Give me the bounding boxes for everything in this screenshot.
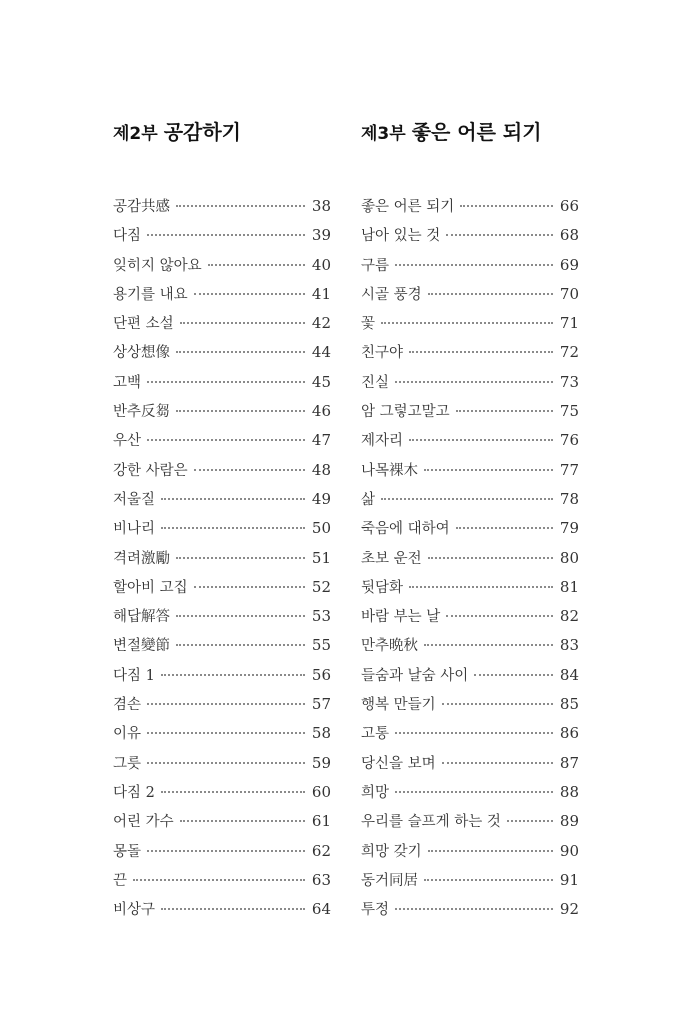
toc-entry-page: 73 [559,372,579,391]
toc-entry-title: 만추晩秋 [361,638,419,655]
toc-entry-title: 강한 사람은 [113,462,188,479]
toc-entry-page: 45 [311,372,331,391]
dot-leader [424,644,553,646]
toc-entry[interactable] [113,807,331,836]
toc-entry[interactable] [113,192,331,221]
toc-entry[interactable] [113,368,331,397]
toc-entry[interactable] [361,338,579,367]
toc-entry-page: 56 [311,665,331,684]
toc-entry-title: 할아비 고집 [113,579,188,596]
toc-entry[interactable] [361,192,579,221]
dot-leader [194,469,305,471]
toc-entry-title: 뒷담화 [361,579,404,596]
dot-leader [161,527,305,529]
toc-entry-page: 44 [311,343,331,362]
toc-entry-title: 비나리 [113,521,156,538]
toc-entry-page: 49 [311,489,331,508]
dot-leader [409,351,553,353]
toc-entry-page: 72 [559,343,579,362]
dot-leader [176,644,305,646]
toc-entry[interactable] [361,280,579,309]
dot-leader [194,293,305,295]
toc-entry-page: 75 [559,402,579,421]
part-3-heading [361,117,579,145]
toc-list-left [113,192,331,924]
toc-entry[interactable] [361,602,579,631]
toc-entry-title: 들숨과 날숨 사이 [361,667,469,684]
dot-leader [133,879,305,881]
toc-entry-page: 46 [311,402,331,421]
dot-leader [147,732,305,734]
toc-entry[interactable] [361,778,579,807]
toc-entry[interactable] [113,338,331,367]
toc-entry[interactable] [361,514,579,543]
toc-entry[interactable] [113,719,331,748]
toc-entry-title: 죽음에 대하여 [361,521,450,538]
toc-entry-page: 92 [559,900,579,919]
toc-entry-page: 71 [559,314,579,333]
toc-entry-title: 그릇 [113,755,142,772]
toc-entry-title: 어린 가수 [113,814,174,831]
toc-entry-page: 52 [311,577,331,596]
toc-entry-page: 68 [559,226,579,245]
toc-entry[interactable] [113,514,331,543]
toc-entry-page: 91 [559,870,579,889]
dot-leader [428,293,553,295]
toc-entry[interactable] [361,749,579,778]
toc-entry-title: 삶 [361,491,376,508]
toc-entry-title: 진실 [361,374,390,391]
toc-entry-page: 89 [559,812,579,831]
dot-leader [176,615,305,617]
toc-entry[interactable] [113,778,331,807]
toc-entry-title: 동거同居 [361,872,419,889]
toc-entry-title: 겸손 [113,697,142,714]
toc-entry-title: 꽃 [361,316,376,333]
dot-leader [395,381,553,383]
toc-entry-title: 다짐 [113,228,142,245]
dot-leader [395,791,553,793]
toc-entry-page: 50 [311,519,331,538]
toc-entry-page: 55 [311,636,331,655]
toc-entry[interactable] [113,280,331,309]
toc-entry-page: 81 [559,577,579,596]
toc-entry[interactable] [361,719,579,748]
toc-entry-title: 끈 [113,872,128,889]
dot-leader [456,527,553,529]
toc-entry-title: 고통 [361,726,390,743]
dot-leader [395,264,553,266]
toc-entry-title: 저울질 [113,491,156,508]
toc-entry[interactable] [113,690,331,719]
toc-entry[interactable] [113,573,331,602]
toc-entry[interactable] [113,544,331,573]
toc-entry-page: 62 [311,841,331,860]
toc-entry[interactable] [361,837,579,866]
dot-leader [409,439,553,441]
toc-entry[interactable] [113,426,331,455]
toc-entry[interactable] [113,309,331,338]
toc-entry-page: 42 [311,314,331,333]
dot-leader [161,674,305,676]
dot-leader [176,557,305,559]
dot-leader [180,820,305,822]
toc-entry[interactable] [361,397,579,426]
toc-entry-title: 잊히지 않아요 [113,257,202,274]
toc-entry-title: 다짐 1 [113,667,155,684]
toc-entry-page: 60 [311,782,331,801]
toc-entry-title: 고백 [113,374,142,391]
part-number: 제2부 [113,124,158,144]
toc-entry[interactable] [113,837,331,866]
toc-column-left [113,117,331,924]
toc-entry-page: 79 [559,519,579,538]
dot-leader [395,732,553,734]
toc-entry[interactable] [361,251,579,280]
toc-entry-title: 구름 [361,257,390,274]
toc-entry-page: 61 [311,812,331,831]
part-number: 제3부 [361,124,406,144]
toc-entry-page: 80 [559,548,579,567]
toc-list-right [361,192,579,924]
dot-leader [381,322,553,324]
toc-entry-page: 48 [311,460,331,479]
toc-entry-title: 이유 [113,726,142,743]
toc-entry-title: 격려激勵 [113,550,171,567]
toc-entry-title: 해답解答 [113,609,171,626]
toc-entry-page: 57 [311,695,331,714]
dot-leader [460,205,553,207]
toc-entry-page: 90 [559,841,579,860]
dot-leader [161,791,305,793]
dot-leader [442,703,553,705]
toc-entry-title: 행복 만들기 [361,697,436,714]
toc-entry[interactable] [113,895,331,924]
dot-leader [395,908,553,910]
toc-entry[interactable] [361,426,579,455]
toc-entry-page: 87 [559,753,579,772]
toc-entry[interactable] [361,690,579,719]
toc-entry-title: 몽돌 [113,843,142,860]
toc-entry-title: 반추反芻 [113,404,171,421]
toc-entry-title: 공감共感 [113,199,171,215]
dot-leader [208,264,305,266]
dot-leader [180,322,305,324]
toc-entry-page: 76 [559,431,579,450]
toc-entry-title: 우산 [113,433,142,450]
dot-leader [161,498,305,500]
dot-leader [474,674,553,676]
part-title: 좋은 어른 되기 [411,120,542,144]
toc-entry-page: 69 [559,255,579,274]
toc-entry[interactable] [361,544,579,573]
dot-leader [428,557,553,559]
toc-entry-page: 41 [311,284,331,303]
toc-entry-title: 암 그렇고말고 [361,404,450,421]
toc-entry-page: 58 [311,724,331,743]
toc-entry-page: 77 [559,460,579,479]
toc-entry[interactable] [361,221,579,250]
toc-entry-title: 나목裸木 [361,462,419,479]
toc-column-right [361,117,579,924]
dot-leader [381,498,553,500]
toc-entry[interactable] [113,661,331,690]
dot-leader [161,908,305,910]
toc-entry[interactable] [113,602,331,631]
toc-entry-page: 82 [559,607,579,626]
toc-entry[interactable] [113,631,331,660]
dot-leader [147,703,305,705]
toc-entry-title: 친구야 [361,345,404,362]
part-2-heading [113,117,331,145]
toc-entry[interactable] [361,631,579,660]
toc-entry-title: 초보 운전 [361,550,422,567]
toc-entry-page: 85 [559,695,579,714]
toc-entry[interactable] [113,866,331,895]
toc-entry-title: 비상구 [113,902,156,919]
toc-entry-page: 59 [311,753,331,772]
toc-entry-page: 78 [559,489,579,508]
dot-leader [194,586,305,588]
toc-entry-page: 88 [559,782,579,801]
toc-entry-page: 53 [311,607,331,626]
toc-entry-title: 투정 [361,902,390,919]
toc-entry-title: 용기를 내요 [113,286,188,303]
dot-leader [456,410,553,412]
toc-entry[interactable] [361,309,579,338]
toc-entry-title: 제자리 [361,433,404,450]
dot-leader [428,850,553,852]
toc-entry-title: 희망 갖기 [361,843,422,860]
toc-entry-page: 84 [559,665,579,684]
toc-entry-title: 당신을 보며 [361,755,436,772]
dot-leader [424,879,553,881]
toc-entry-title: 남아 있는 것 [361,228,441,245]
toc-entry[interactable] [361,866,579,895]
toc-entry[interactable] [361,456,579,485]
toc-entry-title: 다짐 2 [113,784,155,801]
toc-entry-page: 64 [311,900,331,919]
toc-entry-title: 시골 풍경 [361,286,422,303]
toc-entry[interactable] [361,573,579,602]
toc-entry-title: 희망 [361,784,390,801]
toc-entry-page: 86 [559,724,579,743]
toc-entry[interactable] [361,807,579,836]
dot-leader [147,381,305,383]
toc-entry-page: 66 [559,197,579,215]
dot-leader [176,205,305,207]
toc-entry[interactable] [113,456,331,485]
toc-entry-page: 39 [311,226,331,245]
toc-entry-title: 바람 부는 날 [361,609,441,626]
toc-entry-title: 변절變節 [113,638,171,655]
toc-entry-title: 상상想像 [113,345,171,362]
dot-leader [446,234,553,236]
toc-entry[interactable] [113,397,331,426]
toc-entry[interactable] [361,485,579,514]
toc-entry-page: 40 [311,255,331,274]
toc-entry[interactable] [113,251,331,280]
dot-leader [147,850,305,852]
dot-leader [147,762,305,764]
dot-leader [424,469,553,471]
dot-leader [442,762,553,764]
dot-leader [147,234,305,236]
toc-entry-page: 51 [311,548,331,567]
dot-leader [176,410,305,412]
dot-leader [446,615,553,617]
toc-entry[interactable] [113,221,331,250]
toc-entry-title: 단편 소설 [113,316,174,333]
dot-leader [507,820,553,822]
dot-leader [176,351,305,353]
toc-entry[interactable] [361,661,579,690]
toc-entry-page: 63 [311,870,331,889]
part-title: 공감하기 [163,120,241,144]
toc-entry-page: 47 [311,431,331,450]
toc-entry[interactable] [361,368,579,397]
dot-leader [409,586,553,588]
toc-entry-page: 38 [311,197,331,215]
toc-entry-page: 83 [559,636,579,655]
toc-entry-title: 좋은 어른 되기 [361,199,455,215]
toc-entry-page: 70 [559,284,579,303]
toc-entry[interactable] [113,749,331,778]
toc-entry-title: 우리를 슬프게 하는 것 [361,814,501,831]
toc-entry[interactable] [361,895,579,924]
dot-leader [147,439,305,441]
toc-entry[interactable] [113,485,331,514]
